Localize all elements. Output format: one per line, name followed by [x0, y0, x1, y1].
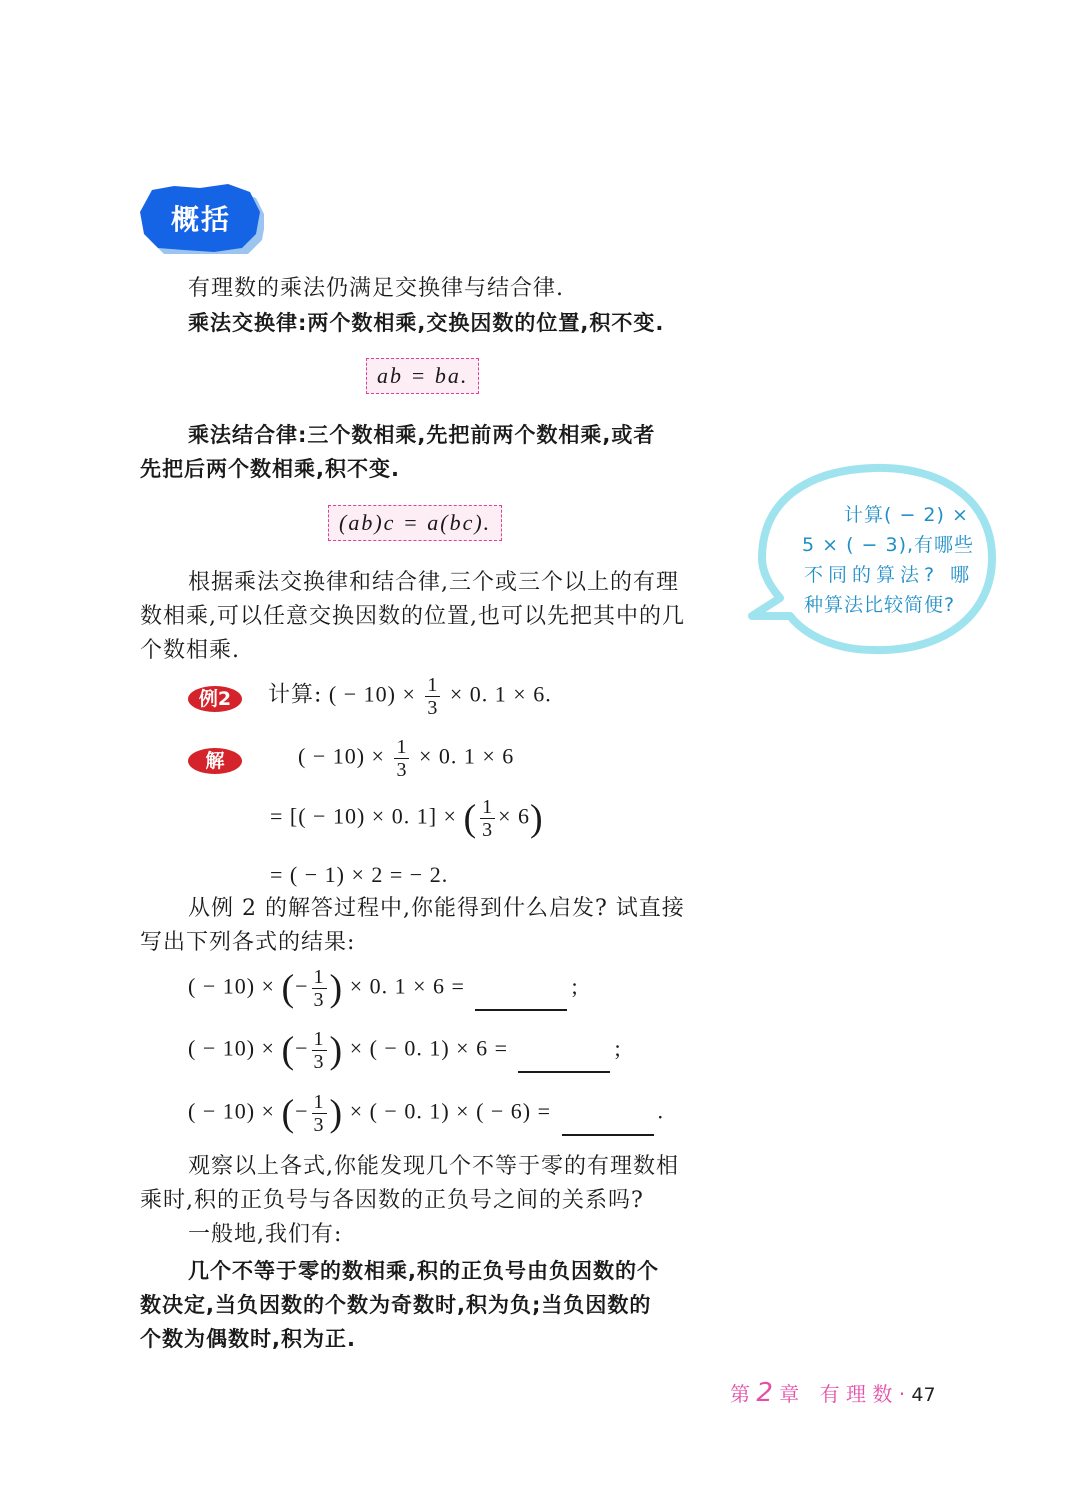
- text-line: 写出下列各式的结果:: [140, 930, 356, 955]
- chapter-number: 2: [756, 1378, 773, 1408]
- badge-label: 概括: [170, 203, 231, 236]
- page-footer: [730, 1378, 936, 1408]
- right-paren: ): [329, 1092, 344, 1135]
- answer-blank[interactable]: [518, 1049, 610, 1073]
- solution-row: = ( − 1) × 2 = − 2.: [270, 862, 449, 887]
- fraction: [312, 1091, 327, 1136]
- law-commutative: 乘法交换律:两个数相乘,交换因数的位置,积不变.: [188, 311, 665, 335]
- example-problem: [268, 674, 552, 719]
- expr-part: × 0. 1 × 6 =: [349, 973, 465, 999]
- law-associative: 乘法结合律:三个数相乘,先把前两个数相乘,或者: [188, 423, 656, 447]
- formula-associative: (ab)c = a(bc).: [328, 505, 502, 541]
- left-paren: (: [281, 1029, 296, 1072]
- rule-line: 几个不等于零的数相乘,积的正负号由负因数的个: [188, 1259, 659, 1283]
- minus-sign: −: [295, 1098, 309, 1124]
- denominator: 3: [482, 819, 494, 841]
- fraction: [480, 796, 495, 841]
- numerator: 1: [313, 1091, 325, 1113]
- example-tag: 例2: [188, 686, 242, 712]
- expr-part: × 0. 1 × 6: [418, 743, 515, 769]
- text-line: 数相乘,可以任意交换因数的位置,也可以先把其中的几: [140, 604, 685, 629]
- expr-part: × 6: [498, 803, 531, 829]
- solution-row: [298, 736, 514, 781]
- text-line: 一般地,我们有:: [188, 1222, 343, 1247]
- solution-tag: 解: [188, 748, 242, 774]
- thought-bubble: [746, 460, 1002, 660]
- rule-line: 数决定,当负因数的个数为奇数时,积为负;当负因数的: [140, 1293, 652, 1317]
- answer-blank[interactable]: [562, 1112, 654, 1136]
- separator-dot: ·: [898, 1382, 906, 1406]
- denominator: 3: [313, 1051, 325, 1073]
- denominator: 3: [313, 1114, 325, 1136]
- left-paren: (: [281, 967, 296, 1010]
- chapter-suffix: 章: [779, 1382, 800, 1406]
- text-line: 有理数的乘法仍满足交换律与结合律.: [188, 276, 564, 301]
- right-paren: ): [329, 967, 344, 1010]
- formula-commutative: ab = ba.: [366, 358, 479, 394]
- left-paren: (: [281, 1092, 296, 1135]
- left-paren: (: [463, 797, 478, 840]
- exercise-3: [188, 1091, 664, 1136]
- page-number: 47: [911, 1384, 936, 1406]
- expr-part: ( − 10) ×: [188, 1098, 275, 1124]
- punctuation: ;: [571, 973, 579, 999]
- chapter-title: 有 理 数: [819, 1382, 893, 1406]
- law-associative-cont: 先把后两个数相乘,积不变.: [140, 457, 400, 481]
- solution-row: [270, 796, 544, 841]
- text-line: 观察以上各式,你能发现几个不等于零的有理数相: [188, 1154, 679, 1179]
- bubble-line: 计算( − 2) ×: [844, 504, 969, 526]
- denominator: 3: [396, 759, 408, 781]
- text-line: 根据乘法交换律和结合律,三个或三个以上的有理: [188, 570, 679, 595]
- denominator: 3: [313, 989, 325, 1011]
- chapter-prefix: 第: [730, 1382, 750, 1406]
- exercise-2: [188, 1028, 622, 1073]
- fraction: [394, 736, 409, 781]
- expr-part: ( − 10) ×: [328, 681, 416, 707]
- punctuation: .: [657, 1098, 665, 1124]
- numerator: 1: [313, 966, 325, 988]
- numerator: 1: [427, 674, 439, 696]
- expr-part: × ( − 0. 1) × 6 =: [349, 1035, 508, 1061]
- fraction: [312, 966, 327, 1011]
- section-badge: [138, 182, 264, 254]
- numerator: 1: [482, 796, 494, 818]
- exercise-1: [188, 966, 579, 1011]
- bubble-line: 5 × ( − 3),有哪些: [802, 534, 975, 556]
- example-prefix: 计算:: [268, 682, 323, 708]
- expr-part: = [( − 10) × 0. 1] ×: [270, 803, 457, 829]
- right-paren: ): [329, 1029, 344, 1072]
- right-paren: ): [530, 797, 544, 840]
- text-line: 乘时,积的正负号与各因数的正负号之间的关系吗?: [140, 1188, 644, 1213]
- fraction: [425, 674, 440, 719]
- answer-blank[interactable]: [475, 987, 567, 1011]
- numerator: 1: [396, 736, 408, 758]
- expr-part: × 0. 1 × 6.: [449, 681, 552, 707]
- bubble-line: 种算法比较简便?: [804, 594, 956, 616]
- minus-sign: −: [295, 973, 309, 999]
- numerator: 1: [313, 1028, 325, 1050]
- expr-part: ( − 10) ×: [298, 743, 385, 769]
- expr-part: ( − 10) ×: [188, 973, 275, 999]
- denominator: 3: [427, 697, 439, 719]
- fraction: [312, 1028, 327, 1073]
- text-line: 个数相乘.: [140, 638, 240, 663]
- bubble-line: 不同的算法? 哪: [804, 564, 975, 586]
- minus-sign: −: [295, 1035, 309, 1061]
- expr-part: ( − 10) ×: [188, 1035, 275, 1061]
- punctuation: ;: [614, 1035, 622, 1061]
- expr-part: × ( − 0. 1) × ( − 6) =: [349, 1098, 552, 1124]
- rule-line: 个数为偶数时,积为正.: [140, 1327, 356, 1351]
- text-line: 从例 2 的解答过程中,你能得到什么启发? 试直接: [188, 896, 685, 921]
